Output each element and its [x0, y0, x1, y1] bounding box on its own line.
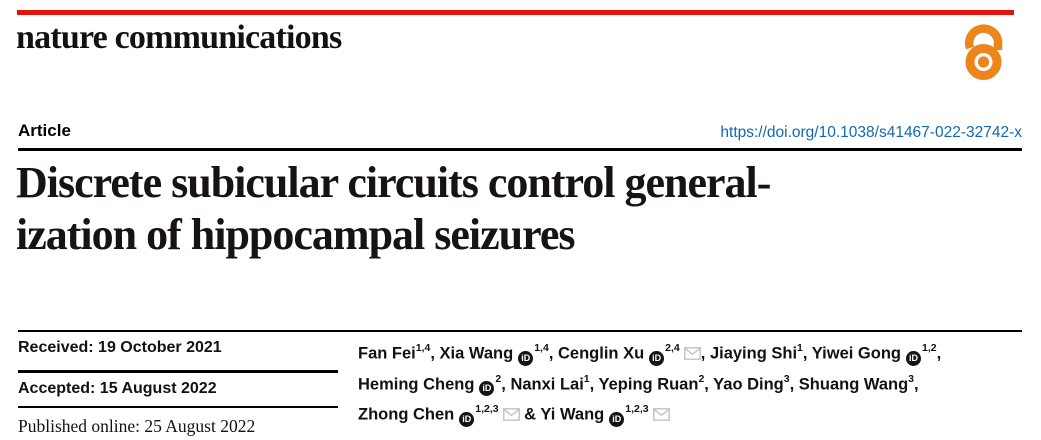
- email-icon[interactable]: [503, 408, 520, 421]
- orcid-icon[interactable]: iD: [479, 381, 494, 396]
- orcid-icon[interactable]: iD: [609, 412, 624, 427]
- author-separator: ,: [430, 344, 440, 363]
- author-separator: ,: [589, 375, 599, 393]
- orcid-icon[interactable]: iD: [649, 351, 664, 366]
- author-affiliation-superscript: 1: [583, 372, 590, 385]
- email-icon[interactable]: [684, 347, 701, 360]
- author-affiliation-superscript: 1,4: [415, 342, 431, 354]
- published-date: Published online: 25 August 2022: [18, 416, 256, 436]
- brand-color-bar: [17, 10, 1014, 15]
- author-affiliation-superscript: 2,4: [665, 342, 680, 354]
- author-separator: ,: [501, 375, 511, 393]
- author-affiliation-superscript: 1,4: [534, 342, 549, 354]
- open-access-icon: [954, 20, 1012, 80]
- author-name: Shuang Wang: [798, 375, 909, 393]
- divider-article-bar: [18, 148, 1022, 151]
- paper-title-line-2: ization of hippocampal seizures: [16, 210, 575, 259]
- received-date: Received: 19 October 2021: [18, 339, 222, 356]
- email-icon[interactable]: [653, 408, 670, 421]
- divider-accepted-published: [18, 406, 338, 408]
- author-name: Yi Wang: [540, 405, 605, 424]
- author-separator: ,: [548, 344, 558, 363]
- author-separator: ,: [802, 344, 812, 363]
- author-name: Heming Cheng: [358, 375, 475, 393]
- author-affiliation-superscript: 1,2: [922, 342, 937, 354]
- accepted-date: Accepted: 15 August 2022: [18, 380, 217, 397]
- author-name: Nanxi Lai: [510, 375, 584, 393]
- author-separator: ,: [914, 375, 919, 393]
- author-separator: &: [519, 405, 541, 424]
- divider-received-accepted: [18, 370, 338, 373]
- author-affiliation-superscript: 3: [908, 372, 915, 385]
- author-affiliation-superscript: 1,2,3: [475, 403, 499, 415]
- author-name: Yiwei Gong: [811, 344, 901, 363]
- orcid-icon[interactable]: iD: [518, 351, 533, 366]
- doi-link[interactable]: https://doi.org/10.1038/s41467-022-32742-x: [720, 124, 1022, 141]
- author-separator: ,: [704, 375, 714, 393]
- author-affiliation-superscript: 2: [495, 372, 502, 385]
- article-type-label: Article: [18, 121, 71, 140]
- paper-title: [16, 157, 770, 261]
- author-affiliation-superscript: 1,2,3: [625, 403, 649, 415]
- author-affiliation-superscript: 1: [797, 342, 803, 354]
- orcid-icon[interactable]: iD: [459, 412, 474, 427]
- author-affiliation-superscript: 2: [698, 372, 705, 385]
- author-name: Zhong Chen: [358, 405, 455, 424]
- author-name: Cenglin Xu: [557, 344, 645, 363]
- author-affiliation-superscript: 3: [783, 372, 790, 385]
- divider-top-of-dates: [18, 330, 1022, 332]
- author-name: Fan Fei: [358, 344, 416, 363]
- author-list: [358, 336, 1030, 428]
- author-name: Jiaying Shi: [709, 344, 798, 363]
- author-separator: ,: [700, 344, 710, 363]
- paper-title-line-1: Discrete subicular circuits control general-: [16, 158, 771, 207]
- author-name: Yao Ding: [713, 375, 784, 393]
- orcid-icon[interactable]: iD: [906, 351, 921, 366]
- author-name: Yeping Ruan: [598, 375, 699, 393]
- author-separator: ,: [936, 344, 942, 363]
- journal-wordmark: nature communications: [16, 19, 342, 56]
- author-name: Xia Wang: [439, 344, 514, 363]
- author-separator: ,: [789, 375, 799, 393]
